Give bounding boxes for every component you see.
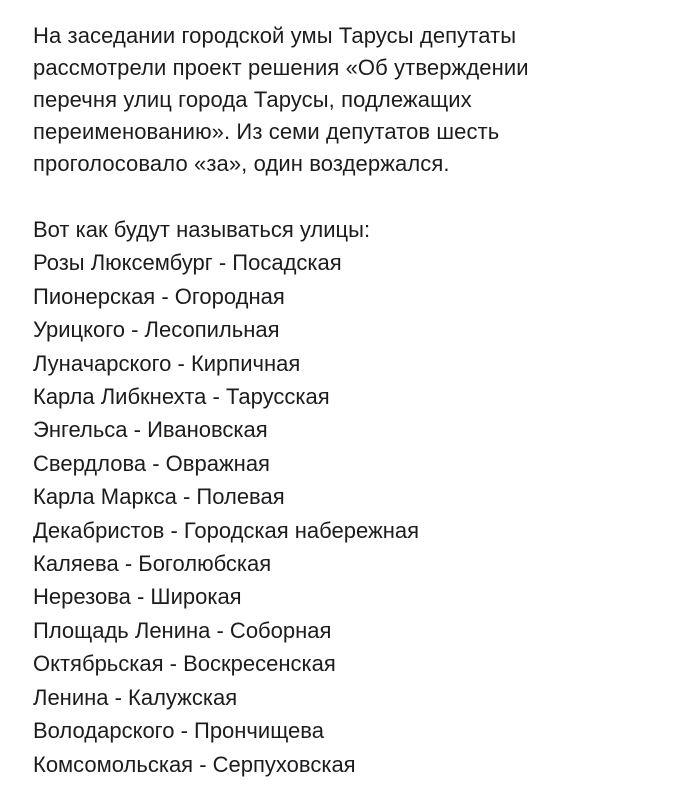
street-list-item: Свердлова - Овражная [33,450,270,476]
street-list-item: Володарского - Прончищева [33,718,324,744]
street-list-item: Пионерская - Огородная [33,283,285,309]
street-list-item: Площадь Ленина - Соборная [33,617,332,643]
post-intro-paragraph: На заседании городской умы Тарусы депутаты рассмотрели проект решения «Об утверждении перечня улиц города Тарусы, подлежащих переименованию». Из семи депутатов шесть проголосовало «за», один воздержался. [33,23,529,176]
street-list-item: Розы Люксембург - Посадская [33,250,342,276]
street-list-item: Каляева - Боголюбская [33,551,272,577]
street-list-item: Урицкого - Лесопильная [33,317,280,343]
street-list-item: Декабристов - Городская набережная [33,517,419,543]
street-list-item: Карла Либкнехта - Тарусская [33,384,330,410]
street-list-item: Карла Маркса - Полевая [33,484,285,510]
street-list-item: Нерезова - Широкая [33,584,242,610]
street-list-item: Луначарского - Кирпичная [33,350,301,376]
post-text [33,20,673,781]
street-list-item: Октябрьская - Воскресенская [33,651,336,677]
street-rename-list [33,246,673,781]
street-list-item: Комсомольская - Серпуховская [33,751,356,777]
street-list-heading: Вот как будут называться улицы: [33,217,371,242]
street-list-item: Ленина - Калужская [33,684,238,710]
street-list-item: Энгельса - Ивановская [33,417,268,443]
